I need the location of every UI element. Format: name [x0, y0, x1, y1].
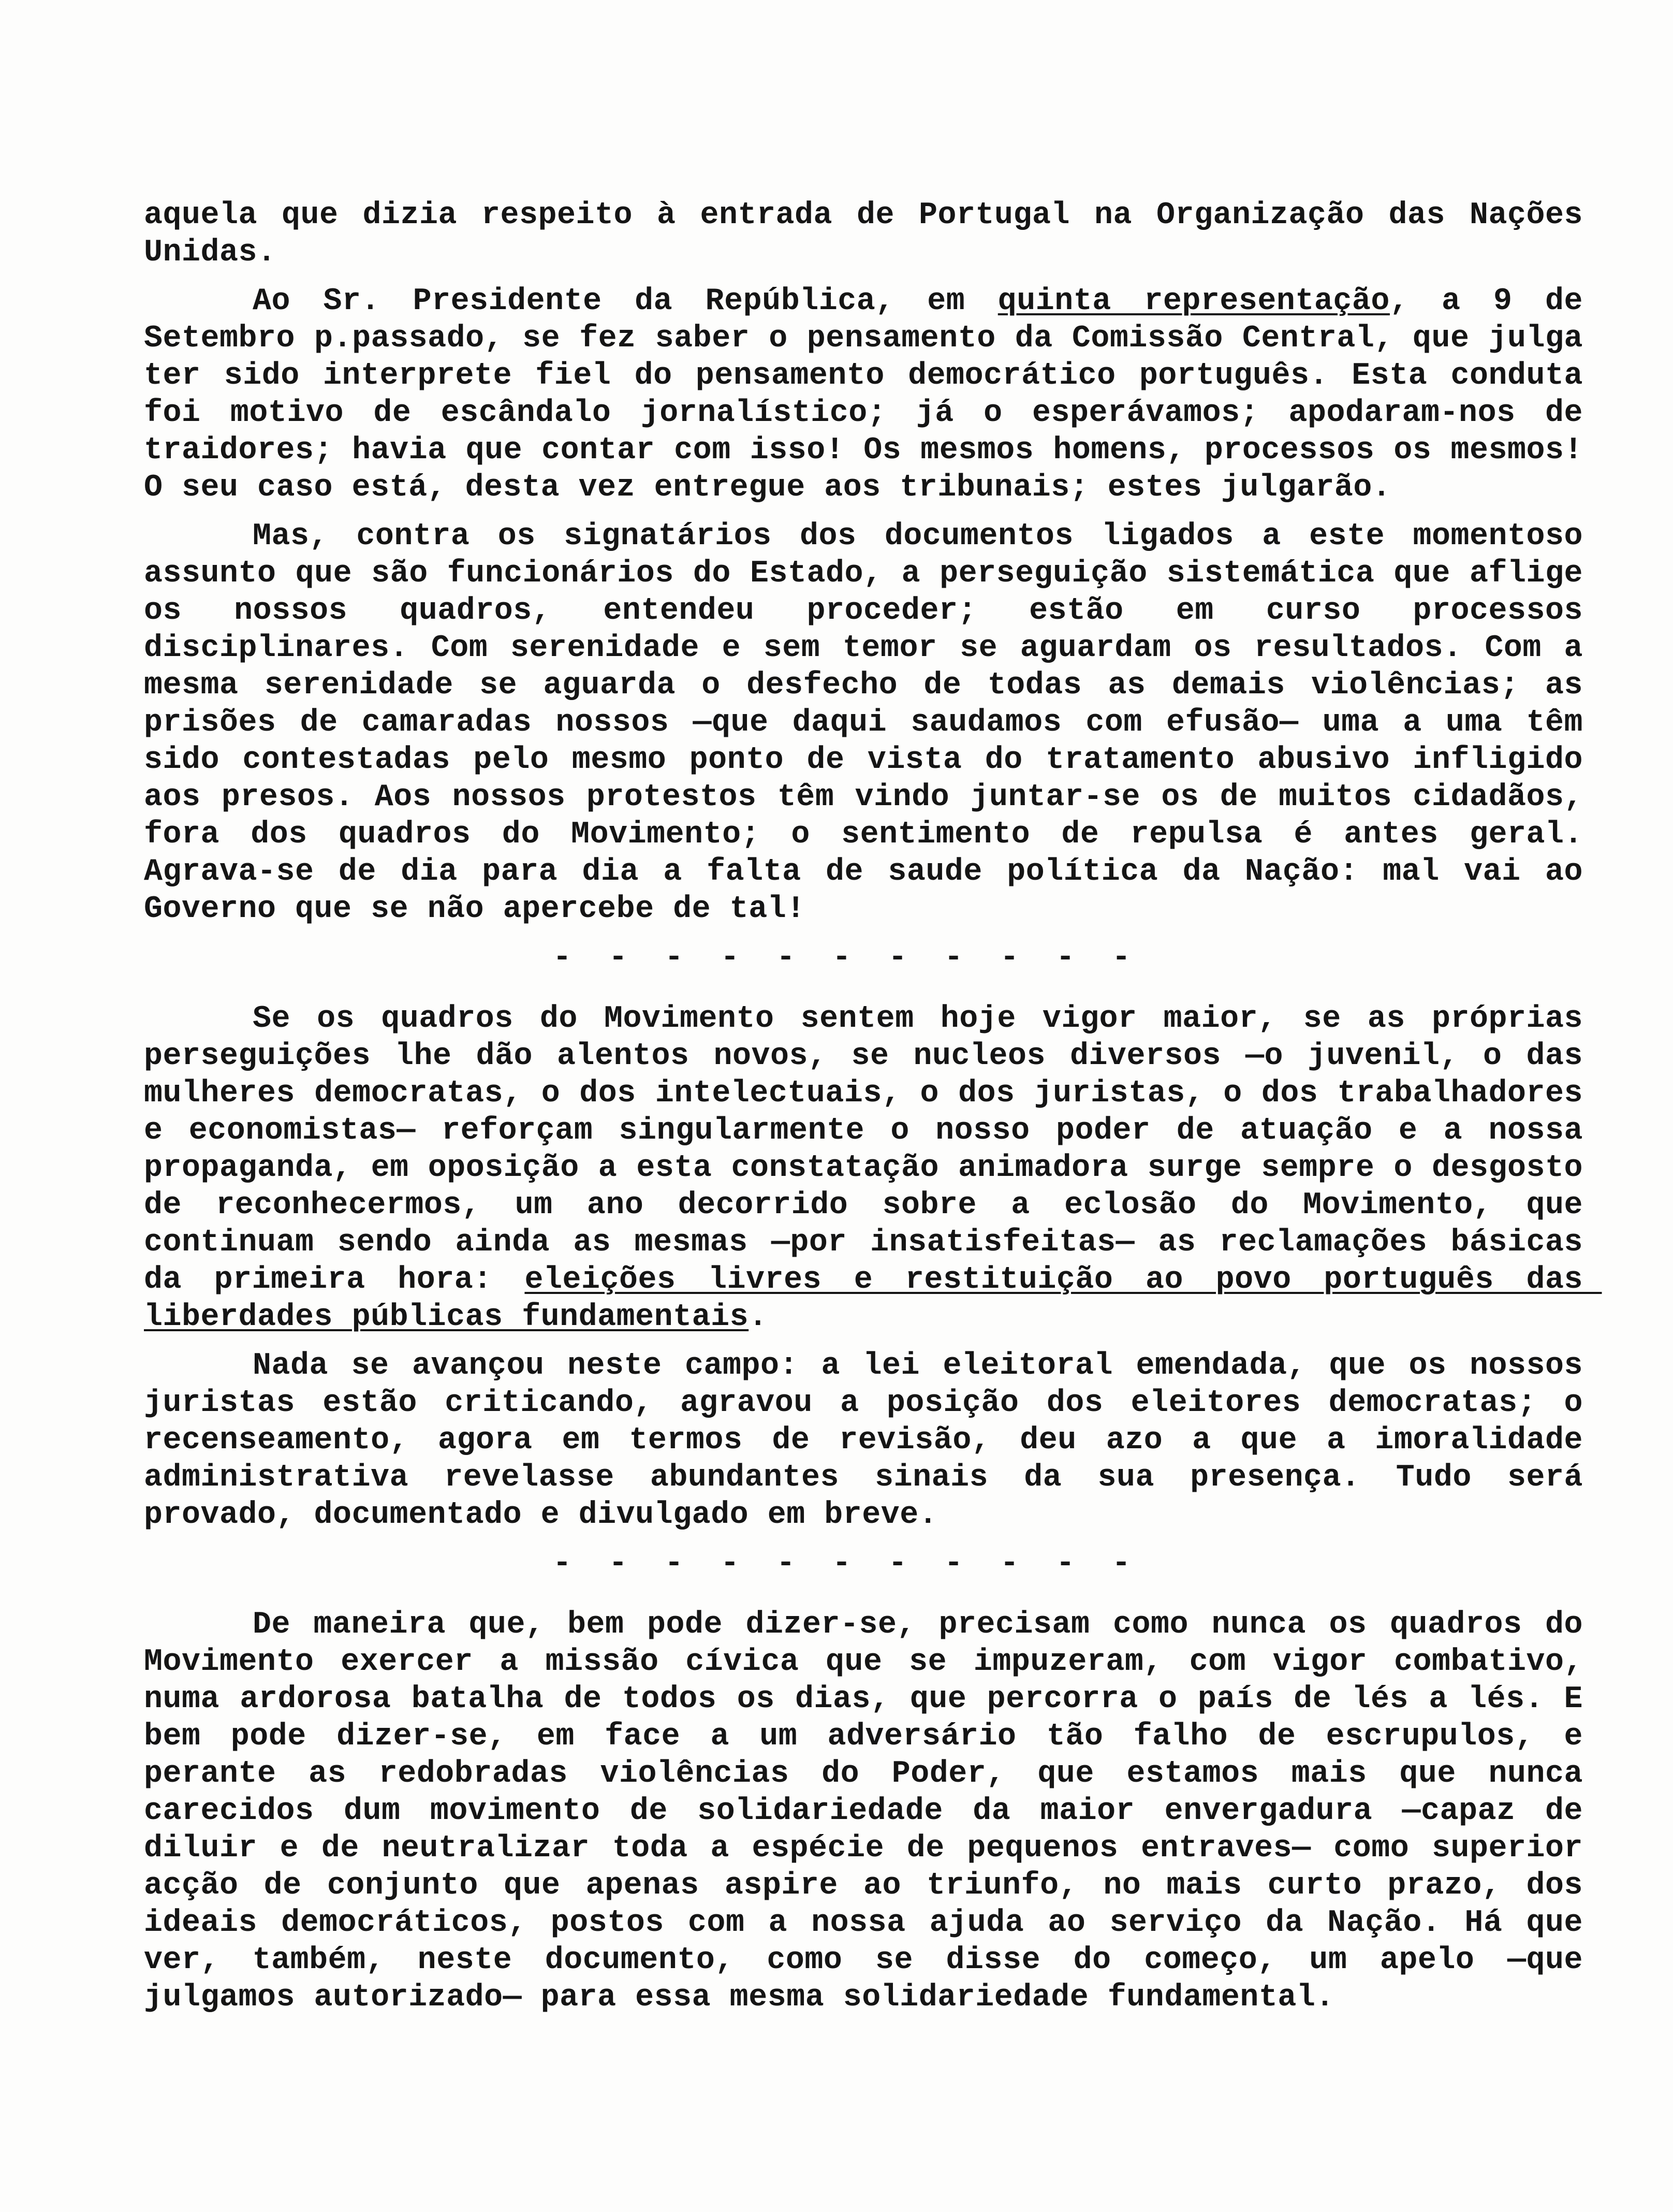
paragraph-lei-eleitoral	[144, 1347, 1602, 1534]
paragraph-presidente	[144, 283, 1602, 506]
paragraph-text: Mas, contra os signatários dos documentos ligados a este momentoso assunto que são funcionários do Estado, a perseguição sistemática que aflige os nossos quadros, entendeu proceder; estão em curso processos disciplinares. Com serenidade e sem temor se aguardam os resultados. Com a mesma serenidade se aguarda o desfecho de todas as demais violências; as prisões de camaradas nossos —que daqui saudamos com efusão— uma a uma têm sido contestadas pelo mesmo ponto de vista do tratamento abusivo infligido aos presos. Aos nossos protestos têm vindo juntar-se os de muitos cidadãos, fora dos quadros do Movimento; o sentimento de repulsa é antes geral. Agrava-se de dia para dia a falta de saude política da Nação: mal vai ao Governo que se não apercebe de tal!	[144, 519, 1602, 927]
paragraph-text-tail: , a 9 de Setembro p.passado, se fez saber o pensamento da Comissão Central, que julga ter sido interprete fiel do pensamento democrático português. Esta conduta foi motivo de escândalo jornalístico; já o esperávamos; apodaram-nos de traidores; havia que contar com isso! Os mesmos homens, processos os mesmos! O seu caso está, desta vez entregue aos tribunais; estes julgarão.	[144, 284, 1602, 505]
paragraph-text: aquela que dizia respeito à entrada de Portugal na Organização das Nações Unidas.	[144, 198, 1602, 270]
paragraph-solidariedade	[144, 1606, 1602, 2016]
paragraph-text: Nada se avançou neste campo: a lei eleitoral emendada, que os nossos juristas estão criticando, agravou a posição dos eleitores democratas; o recenseamento, agora em termos de revisão, deu azo a que a imoralidade administrativa revelasse abundantes sinais da sua presença. Tudo será provado, documentado e divulgado em breve.	[144, 1348, 1602, 1533]
document-body	[144, 197, 1602, 2028]
section-separator: - - - - - - - - - - -	[553, 1546, 1140, 1581]
paragraph-movimento	[144, 1000, 1602, 1336]
paragraph-perseguicao	[144, 518, 1602, 928]
paragraph-text: De maneira que, bem pode dizer-se, precisam como nunca os quadros do Movimento exercer a missão cívica que se impuzeram, com vigor combativo, numa ardorosa batalha de todos os dias, que percorra o país de lés a lés. E bem pode dizer-se, em face a um adversário tão falho de escrupulos, e perante as redobradas violências do Poder, que estamos mais que nunca carecidos dum movimento de solidariedade da maior envergadura —capaz de diluir e de neutralizar toda a espécie de pequenos entraves— como superior acção de conjunto que apenas aspire ao triunfo, no mais curto prazo, dos ideais democráticos, postos com a nossa ajuda ao serviço da Nação. Há que ver, também, neste documento, como se disse do começo, um apelo —que julgamos autorizado— para essa mesma solidariedade fundamental.	[144, 1607, 1602, 2015]
paragraph-continuation	[144, 197, 1602, 271]
paragraph-text-lead: Se os quadros do Movimento sentem hoje vigor maior, se as próprias perseguições lhe dão alentos novos, se nucleos diversos —o juvenil, o das mulheres democratas, o dos intelectuais, o dos juristas, o dos trabalhadores e economistas— reforçam singularmente o nosso poder de atuação e a nossa propaganda, em oposição a esta constatação animadora surge sempre o desgosto de reconhecermos, um ano decorrido sobre a eclosão do Movimento, que continuam sendo ainda as mesmas —por insatisfeitas— as reclamações básicas da primeira hora:	[144, 1001, 1602, 1298]
paragraph-text-lead: Ao Sr. Presidente da República, em	[253, 284, 998, 319]
underlined-phrase: eleições livres e restituição ao povo português das liberdades públicas fundamentais	[144, 1262, 1602, 1335]
paragraph-text-tail: .	[749, 1300, 768, 1335]
underlined-phrase: quinta representação	[997, 284, 1390, 319]
section-separator: - - - - - - - - - - -	[553, 940, 1140, 976]
